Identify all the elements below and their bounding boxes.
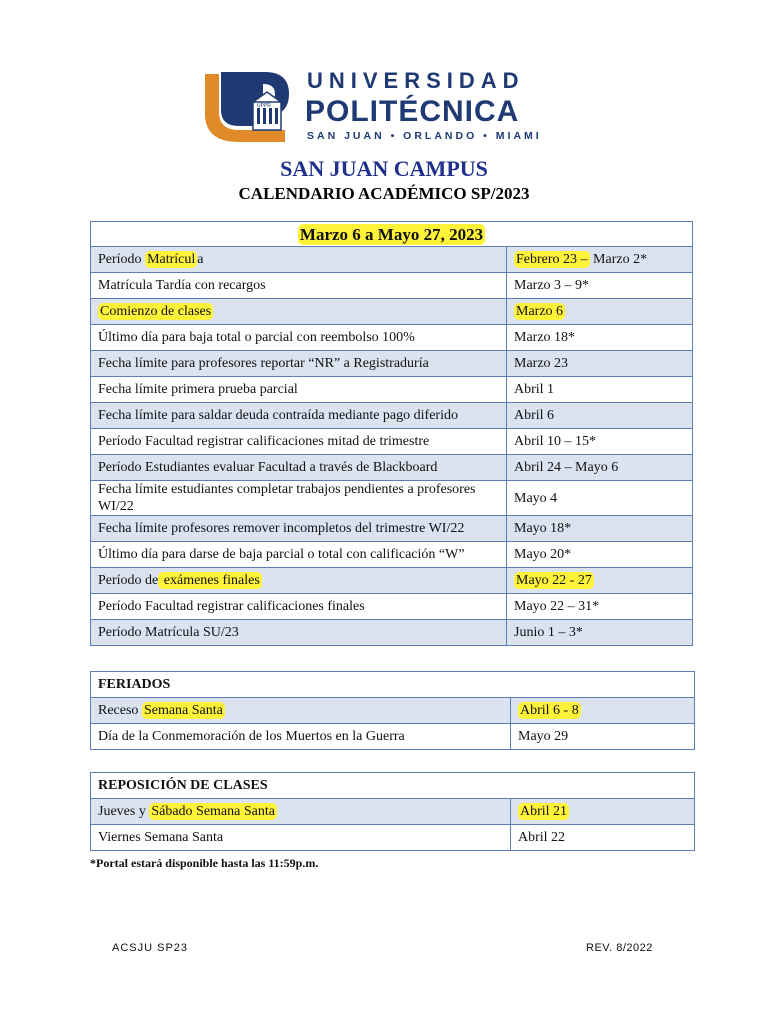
- event-cell: [91, 325, 507, 351]
- event-text: Período Facultad registrar calificaciones finales: [98, 599, 365, 614]
- footer-revision: REV. 8/2022: [586, 942, 653, 954]
- svg-text:UPPR: UPPR: [257, 103, 271, 109]
- term-header: [91, 222, 693, 247]
- footer-doc-code: ACSJU SP23: [112, 942, 189, 954]
- table-row: [91, 247, 693, 273]
- date-cell: [507, 273, 693, 299]
- highlighted-date: Abril 21: [520, 804, 568, 819]
- date-cell: [507, 403, 693, 429]
- event-cell: [91, 698, 511, 724]
- event-text: Viernes Semana Santa: [98, 830, 224, 845]
- table-row: [91, 724, 695, 750]
- date-text: Abril 6: [514, 408, 555, 423]
- holidays-table: [90, 671, 695, 750]
- table-row: [91, 594, 693, 620]
- date-text: Marzo 3 – 9*: [514, 278, 590, 293]
- date-cell: [507, 568, 693, 594]
- date-text: Mayo 4: [514, 490, 558, 506]
- date-text: Abril 1: [514, 382, 555, 397]
- term-dates: Marzo 6 a Mayo 27, 2023: [299, 224, 484, 244]
- event-cell: [91, 377, 507, 403]
- event-cell: [91, 825, 511, 851]
- table-row: [91, 542, 693, 568]
- event-cell: [91, 429, 507, 455]
- table-row: [91, 351, 693, 377]
- event-text: Período Estudiantes evaluar Facultad a través de Blackboard: [98, 460, 438, 475]
- event-text: Período Matrícula SU/23: [98, 625, 239, 640]
- table-row: [91, 325, 693, 351]
- date-cell: [507, 247, 693, 273]
- date-cell: [507, 325, 693, 351]
- date-cell: [507, 481, 693, 516]
- highlighted-text: exámenes finales: [160, 573, 260, 588]
- event-text: Receso: [98, 703, 142, 718]
- event-cell: [91, 481, 507, 516]
- date-text: Abril 22: [518, 830, 566, 845]
- date-text: Abril 24 – Mayo 6: [514, 460, 619, 475]
- university-logo: [193, 66, 578, 148]
- event-cell: [91, 724, 511, 750]
- event-text: Fecha límite estudiantes completar trabajos pendientes a profesores WI/22: [98, 482, 476, 514]
- highlighted-text: Sábado Semana Santa: [151, 804, 275, 819]
- event-cell: [91, 799, 511, 825]
- event-cell: [91, 403, 507, 429]
- campus-title: SAN JUAN CAMPUS: [280, 156, 488, 181]
- event-text: Período de: [98, 573, 159, 588]
- date-cell: [507, 455, 693, 481]
- table-row: [91, 698, 695, 724]
- logo-line-2: POLITÉCNICA: [305, 95, 520, 128]
- date-text: Marzo 23: [514, 356, 569, 371]
- makeup-header-row: [91, 773, 695, 799]
- table-row: [91, 620, 693, 646]
- date-cell: [507, 299, 693, 325]
- event-text: Fecha límite profesores remover incompletos del trimestre WI/22: [98, 521, 465, 536]
- event-cell: [91, 542, 507, 568]
- date-text: Mayo 18*: [514, 521, 572, 536]
- highlighted-date: Abril 6 - 8: [520, 703, 579, 718]
- event-cell: [91, 299, 507, 325]
- event-text: Período Facultad registrar calificaciones mitad de trimestre: [98, 434, 430, 449]
- table-row: [91, 516, 693, 542]
- portal-footnote: *Portal estará disponible hasta las 11:59p.m.: [90, 856, 319, 870]
- table-row: [91, 429, 693, 455]
- event-text: Día de la Conmemoración de los Muertos en la Guerra: [98, 729, 405, 744]
- table-row: [91, 273, 693, 299]
- highlighted-text: Semana Santa: [143, 703, 223, 718]
- event-text: Período: [98, 252, 146, 267]
- table-row: [91, 455, 693, 481]
- table-row: [91, 825, 695, 851]
- table-row: [91, 299, 693, 325]
- table-row: [91, 403, 693, 429]
- table-row: [91, 568, 693, 594]
- event-cell: [91, 455, 507, 481]
- date-text: Mayo 29: [518, 729, 569, 744]
- event-text: a: [197, 252, 204, 267]
- date-text: Marzo 2*: [589, 252, 648, 267]
- date-cell: [507, 516, 693, 542]
- event-cell: [91, 594, 507, 620]
- date-cell: [511, 825, 695, 851]
- event-cell: [91, 568, 507, 594]
- event-cell: [91, 273, 507, 299]
- event-cell: [91, 351, 507, 377]
- event-cell: [91, 516, 507, 542]
- academic-calendar-table: [90, 221, 693, 646]
- date-text: Abril 10 – 15*: [514, 434, 597, 449]
- event-text: Fecha límite primera prueba parcial: [98, 382, 298, 397]
- date-cell: [507, 594, 693, 620]
- makeup-title: REPOSICIÓN DE CLASES: [91, 773, 695, 799]
- date-cell: [507, 542, 693, 568]
- event-text: Último día para darse de baja parcial o total con calificación “W”: [98, 547, 465, 562]
- highlighted-date: Marzo 6: [516, 304, 564, 319]
- date-cell: [507, 377, 693, 403]
- date-cell: [511, 698, 695, 724]
- event-cell: [91, 620, 507, 646]
- holidays-header-row: [91, 672, 695, 698]
- table-row: [91, 799, 695, 825]
- table-row: [91, 377, 693, 403]
- date-text: Junio 1 – 3*: [514, 625, 583, 640]
- event-text: Fecha límite para profesores reportar “NR” a Registraduría: [98, 356, 429, 371]
- highlighted-text: Matrícul: [147, 252, 196, 267]
- event-text: Matrícula Tardía con recargos: [98, 278, 266, 293]
- logo-emblem: [205, 72, 289, 142]
- highlighted-date: Mayo 22 - 27: [516, 573, 592, 588]
- date-cell: [507, 620, 693, 646]
- date-text: Marzo 18*: [514, 330, 576, 345]
- event-text: Jueves y: [98, 804, 150, 819]
- table-row: [91, 481, 693, 516]
- event-text: Último día para baja total o parcial con reembolso 100%: [98, 330, 415, 345]
- date-cell: [511, 724, 695, 750]
- date-cell: [511, 799, 695, 825]
- date-text: Mayo 20*: [514, 547, 572, 562]
- date-cell: [507, 429, 693, 455]
- holidays-title: FERIADOS: [91, 672, 695, 698]
- logo-line-1: UNIVERSIDAD: [307, 68, 525, 93]
- highlighted-text: Comienzo de clases: [100, 304, 212, 319]
- event-cell: [91, 247, 507, 273]
- term-header-row: [91, 222, 693, 247]
- class-makeup-table: [90, 772, 695, 851]
- event-text: Fecha límite para saldar deuda contraída mediante pago diferido: [98, 408, 458, 423]
- calendar-title: CALENDARIO ACADÉMICO SP/2023: [238, 184, 530, 203]
- logo-line-3: SAN JUAN • ORLANDO • MIAMI: [307, 130, 542, 142]
- date-cell: [507, 351, 693, 377]
- date-text: Mayo 22 – 31*: [514, 599, 600, 614]
- highlighted-date: Febrero 23 –: [516, 252, 588, 267]
